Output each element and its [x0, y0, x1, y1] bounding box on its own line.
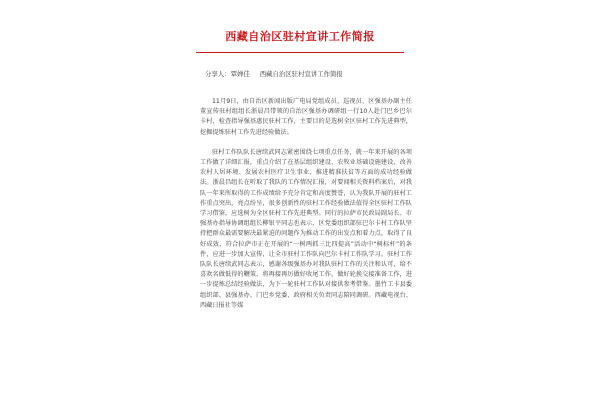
paragraph-2: 驻村工作队队长唐续武同志紧密围绕七项重点任务，就一年来开展的各项工作做了详细汇报，重点介绍了在基层组织建设、农牧业基础设施建设、改善农村人居环境、发展农村医疗卫生事业、推进精准扶贫等方面的成功经验做法。浙晨昌组长在听取了我队的工作情况汇报，对要闻相关资料档案后，对我队一年来所取得的工作成绩给予充分肯定和高度赞誉，认为我队开展的驻村工作重点突出，亮点纷呈，很多创新性的驻村工作经验做法值得全区驻村工作队学习借鉴，应选树为全区驻村工作先进典型。同行的拉萨市民政局副局长、市强基办指导协调组组长柳银平同志也表示，区党委组织部驻巴尔卡村工作队坚持把群众最需要解决最紧迫的问题作为推动工作的出发点和着力点，取得了良好成效，符合拉萨市正在开展的“一树两抓三比四提高”活动中“树标杆”的条件，应进一步加大宣传，让全市驻村工作队向巴尔卡村工作队学习。驻村工作队队长唐续武同志表示，感谢各级强基办对我队驻村工作的关注和认可，给不喜欢名做低得的鞭策，将再接再厉做好收尾工作，做好轮换交接准备工作，进一步提炼总结经验做法，为下一轮驻村工作队对接供参考借鉴。墨竹工卡县委组织部、县强基办、门巴乡党委、政府相关负责同志陪同调研。西藏电视台、西藏日报社等媒 — [200, 148, 412, 309]
page-title: 西藏自治区驻村宣讲工作简报 — [225, 30, 375, 43]
byline-organization: 西藏自治区驻村宣讲工作简报 — [259, 70, 343, 78]
paragraph-1: 11月9日，由自治区新闻出版广电局党组成员、巡视员、区强基办副主任董宣传驻村组组长浙晨昌带领的自治区强基办调研组一行10人赴门巴乡巴尔卡村，检查指导强基惠民驻村工作，主要目的是选树全区驻村工作先进典型，挖掘提炼驻村工作先进经验做法。 — [200, 98, 412, 136]
byline-label: 分享人： — [205, 70, 231, 78]
byline — [205, 69, 343, 78]
title-divider — [196, 52, 404, 53]
byline-author: 覃婵佳 — [230, 70, 250, 78]
document-body — [200, 97, 412, 321]
